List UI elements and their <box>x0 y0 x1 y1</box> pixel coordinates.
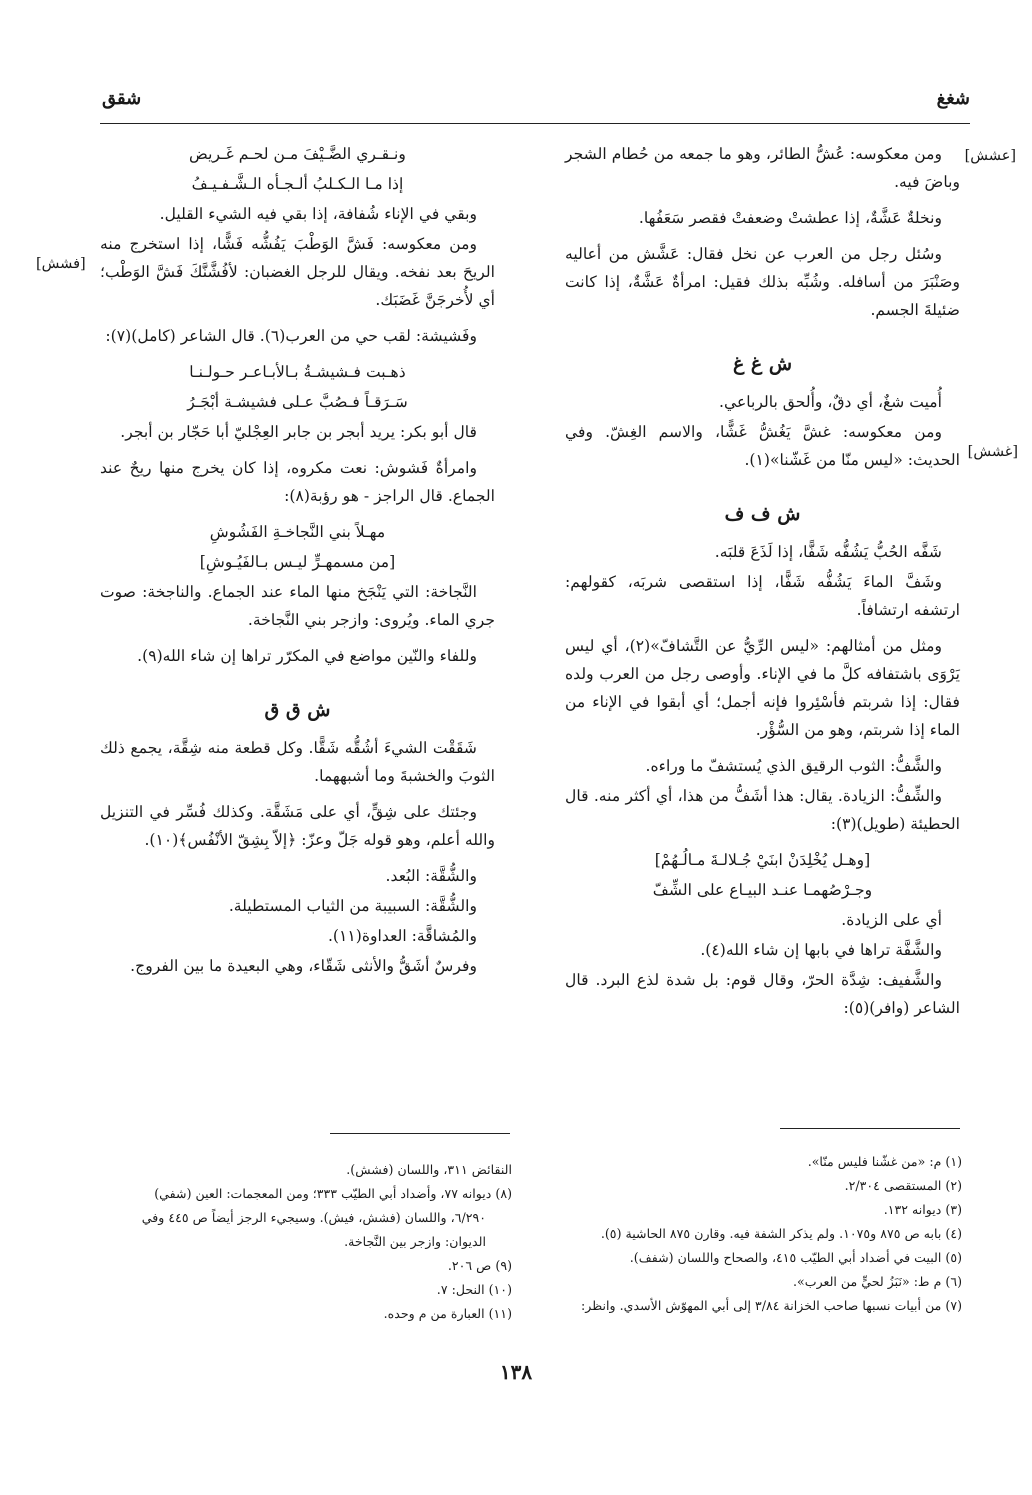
root-heading: ش ف ف <box>724 503 801 525</box>
paragraph: أُميت شغٌ، أي دقٌ، وأُلحق بالرباعي. <box>719 393 942 411</box>
paragraph: شَفَّه الحُبُّ يَشُفُّه شَفًّا، إذا لَذَعَ قلبَه. <box>714 543 942 561</box>
margin-tag-ghashsh: [غشش] <box>967 444 1018 460</box>
verse-line: [وهـل يُخْلِدَنْ ابنَيْ جُـلالـةَ مـالُـهُمْ] <box>654 851 871 869</box>
paragraph: والشِّفُّ: الزيادة. يقال: هذا أشَفُّ من هذا، أي أكثر منه. قال الحطيئة (طويل)(٣): <box>565 787 960 833</box>
header-headword-right: شغغ <box>936 88 970 109</box>
left-column <box>100 140 495 988</box>
right-column <box>565 140 960 1030</box>
paragraph: وللفاء والنّين مواضع في المكرّر تراها إن شاء الله(٩). <box>137 647 477 665</box>
paragraph: النَّجاخة: التي يَنْجَخ منها الماء عند الجماع. والناجخة: صوت جري الماء. ويُروى: وازجر بني النَّجاخة. <box>100 583 495 629</box>
verse-line: ونـقـري الضَّـيْفَ مـن لحـم غَـريض <box>189 145 406 163</box>
footnote: الديوان: وازجر بين النَّجاخة. <box>344 1234 486 1249</box>
paragraph: وفرسٌ أشَقُّ والأنثى شَقّاء، وهي البعيدة ما بين الفروج. <box>130 957 477 975</box>
header-rule <box>100 123 970 124</box>
paragraph: والشُّقَّة: البُعد. <box>385 867 477 885</box>
paragraph: والشَّفَّة تراها في بابها إن شاء الله(٤). <box>700 941 942 959</box>
paragraph: والمُشاقَّة: العداوة(١١). <box>327 927 477 945</box>
footnote: (٤) بابه ص ٨٧٥ و١٠٧٥. ولم يذكر الشفة فيه. وقارن ٨٧٥ الحاشية (٥). <box>600 1226 962 1241</box>
paragraph: وبقي في الإناء شُفافة، إذا بقي فيه الشيء القليل. <box>159 205 477 223</box>
page-number: ١٣٨ <box>499 1360 533 1384</box>
footnote: (٧) من أبيات نسبها صاحب الخزانة ٣/٨٤ إلى أبي المهوّش الأسدي. وانظر: <box>581 1298 962 1313</box>
footnote: (٦) م ط: «نَبَزُ لحيٍّ من العرب». <box>793 1274 962 1289</box>
paragraph: قال أبو بكر: يريد أبجر بن جابر العِجْليّ أبا حَجّار بن أبجر. <box>120 423 477 441</box>
verse-line: ذهـبت فـشيشـةُ بـالأبـاعـر حـولـنـا <box>189 363 406 381</box>
paragraph: والشَّفيف: شِدَّة الحرّ، وقال قوم: بل شدة لذع البرد. قال الشاعر (وافر)(٥): <box>565 971 960 1017</box>
footnote-rule-right <box>780 1128 960 1129</box>
paragraph: وفَشيشة: لقب حي من العرب(٦). قال الشاعر (كامل)(٧): <box>105 327 477 345</box>
paragraph: والشُّقَّة: السبيبة من الثياب المستطيلة. <box>228 897 477 915</box>
paragraph: وامرأةٌ فَشوش: نعت مكروه، إذا كان يخرج منها ريحٌ عند الجماع. قال الراجز - هو رؤبة(٨): <box>100 459 495 505</box>
footnote: (٢) المستقصى ٢/٣٠٤. <box>844 1178 962 1193</box>
footnote: ٦/٢٩٠، واللسان (فشش، فيش). وسيجيء الرجز أيضاً ص ٤٤٥ وفي <box>141 1210 486 1225</box>
header-headword-left: شقق <box>102 88 142 109</box>
root-heading: ش ق ق <box>264 699 331 721</box>
paragraph: ومن معكوسه: غشَّ يَغُشُّ غَشًّا، والاسم الغِشّ. وفي الحديث: «ليس منّا من غَشّنا»(١). <box>565 423 960 469</box>
footnote: النقائض ٣١١، واللسان (فشش). <box>346 1162 512 1177</box>
paragraph: شَقَقْت الشيءَ أشُقُّه شَقًّا. وكل قطعة منه شِقَّة، يجمع ذلك الثوبَ والخشبةَ وما أشبههما. <box>100 739 495 785</box>
footnote: (٣) ديوانه ١٣٢. <box>883 1202 962 1217</box>
footnote: (٥) البيت في أضداد أبي الطيّب ٤١٥، والصحاح واللسان (شفف). <box>629 1250 962 1265</box>
footnote: (٩) ص ٢٠٦. <box>447 1258 512 1273</box>
footnote: (٨) ديوانه ٧٧، وأضداد أبي الطيّب ٣٣٣؛ ومن المعجمات: العين (شفي) <box>154 1186 512 1201</box>
paragraph: وشَفَّ الماءَ يَشُفُّه شَفًّا، إذا استقصى شربَه، كقولهم: ارتشفه ارتشافاً. <box>565 573 960 619</box>
footnotes-right <box>562 1150 962 1318</box>
root-heading: ش غ غ <box>732 353 793 375</box>
verse-line: مهـلاً بني النَّجاخـةِ الفَشُوشِ <box>209 523 386 541</box>
verse-line: [من مسمهـرٍّ ليـس بـالفَيُـوشِ] <box>199 553 396 571</box>
verse-line: إذا مـا الـكـلبُ ألـجـأه الـشَّـفـيـفُ <box>191 175 404 193</box>
paragraph: وسُئل رجل من العرب عن نخل فقال: عَشَّش من أعاليه وصَنْبَرَ من أسافله. وشُبِّه بذلك فقيل: امرأةٌ عَشَّةٌ، إذا كانت ضئيلةَ الجسم. <box>565 245 960 319</box>
margin-tag-fashsh: [فشش] <box>36 256 86 272</box>
running-header <box>100 88 970 118</box>
verse-line: سَـرَقـاً فـصُبَّ عـلى فشيشـة أبْجَـرُ <box>187 393 408 411</box>
paragraph: وجئتك على شِقٍّ، أي على مَشَقَّة. وكذلك فُسِّر في التنزيل والله أعلم، وهو قوله جَلّ وعزّ: ﴿إلاّ بِشِقّ الأنْفُس﴾(١٠). <box>100 803 495 849</box>
footnote: (١١) العبارة من م وحده. <box>383 1306 512 1321</box>
footnote-rule-left <box>330 1133 510 1134</box>
footnote: (١٠) النحل: ٧. <box>436 1282 512 1297</box>
paragraph: ومن معكوسه: فَشَّ الوَطْبَ يَفُشُّه فَشًّا، إذا استخرج منه الريحَ بعد نفخه. ويقال للرجل الغضبان: لأفُشَّنَّكَ فَشَّ الوَطْب؛ أي لأُخرجَنَّ غَضَبَك. <box>100 235 495 309</box>
footnote: (١) م: «من غشّنا فليس منّا». <box>807 1154 962 1169</box>
paragraph: والشَّفُّ: الثوب الرقيق الذي يُستشفّ ما وراءه. <box>645 757 942 775</box>
paragraph: ومثل من أمثالهم: «ليس الرِّيُّ عن التَّشافّ»(٢)، أي ليس يَرْوَى باشتفافه كلَّ ما في الإناء. وأوصى رجل من العرب ولده فقال: إذا شربتم فأسْئِروا فإنه أجمل؛ أي أبقوا في الإناء من الماء إذا شربتم، وهو من السُّؤْر. <box>565 637 960 739</box>
paragraph: ومن معكوسه: عُشُّ الطائر، وهو ما جمعه من حُطام الشجر وباضَ فيه. <box>565 145 960 191</box>
margin-tag-aashsh: [عشش] <box>964 148 1016 164</box>
paragraph: أي على الزيادة. <box>841 911 942 929</box>
paragraph: ونخلةٌ عَشَّةٌ، إذا عطشتْ وضعفتْ فقصر سَعَفُها. <box>638 209 942 227</box>
verse-line: وجـرْصُهمـا عنـد البيـاع على الشِّفّ <box>652 881 873 899</box>
footnotes-left <box>112 1158 512 1326</box>
